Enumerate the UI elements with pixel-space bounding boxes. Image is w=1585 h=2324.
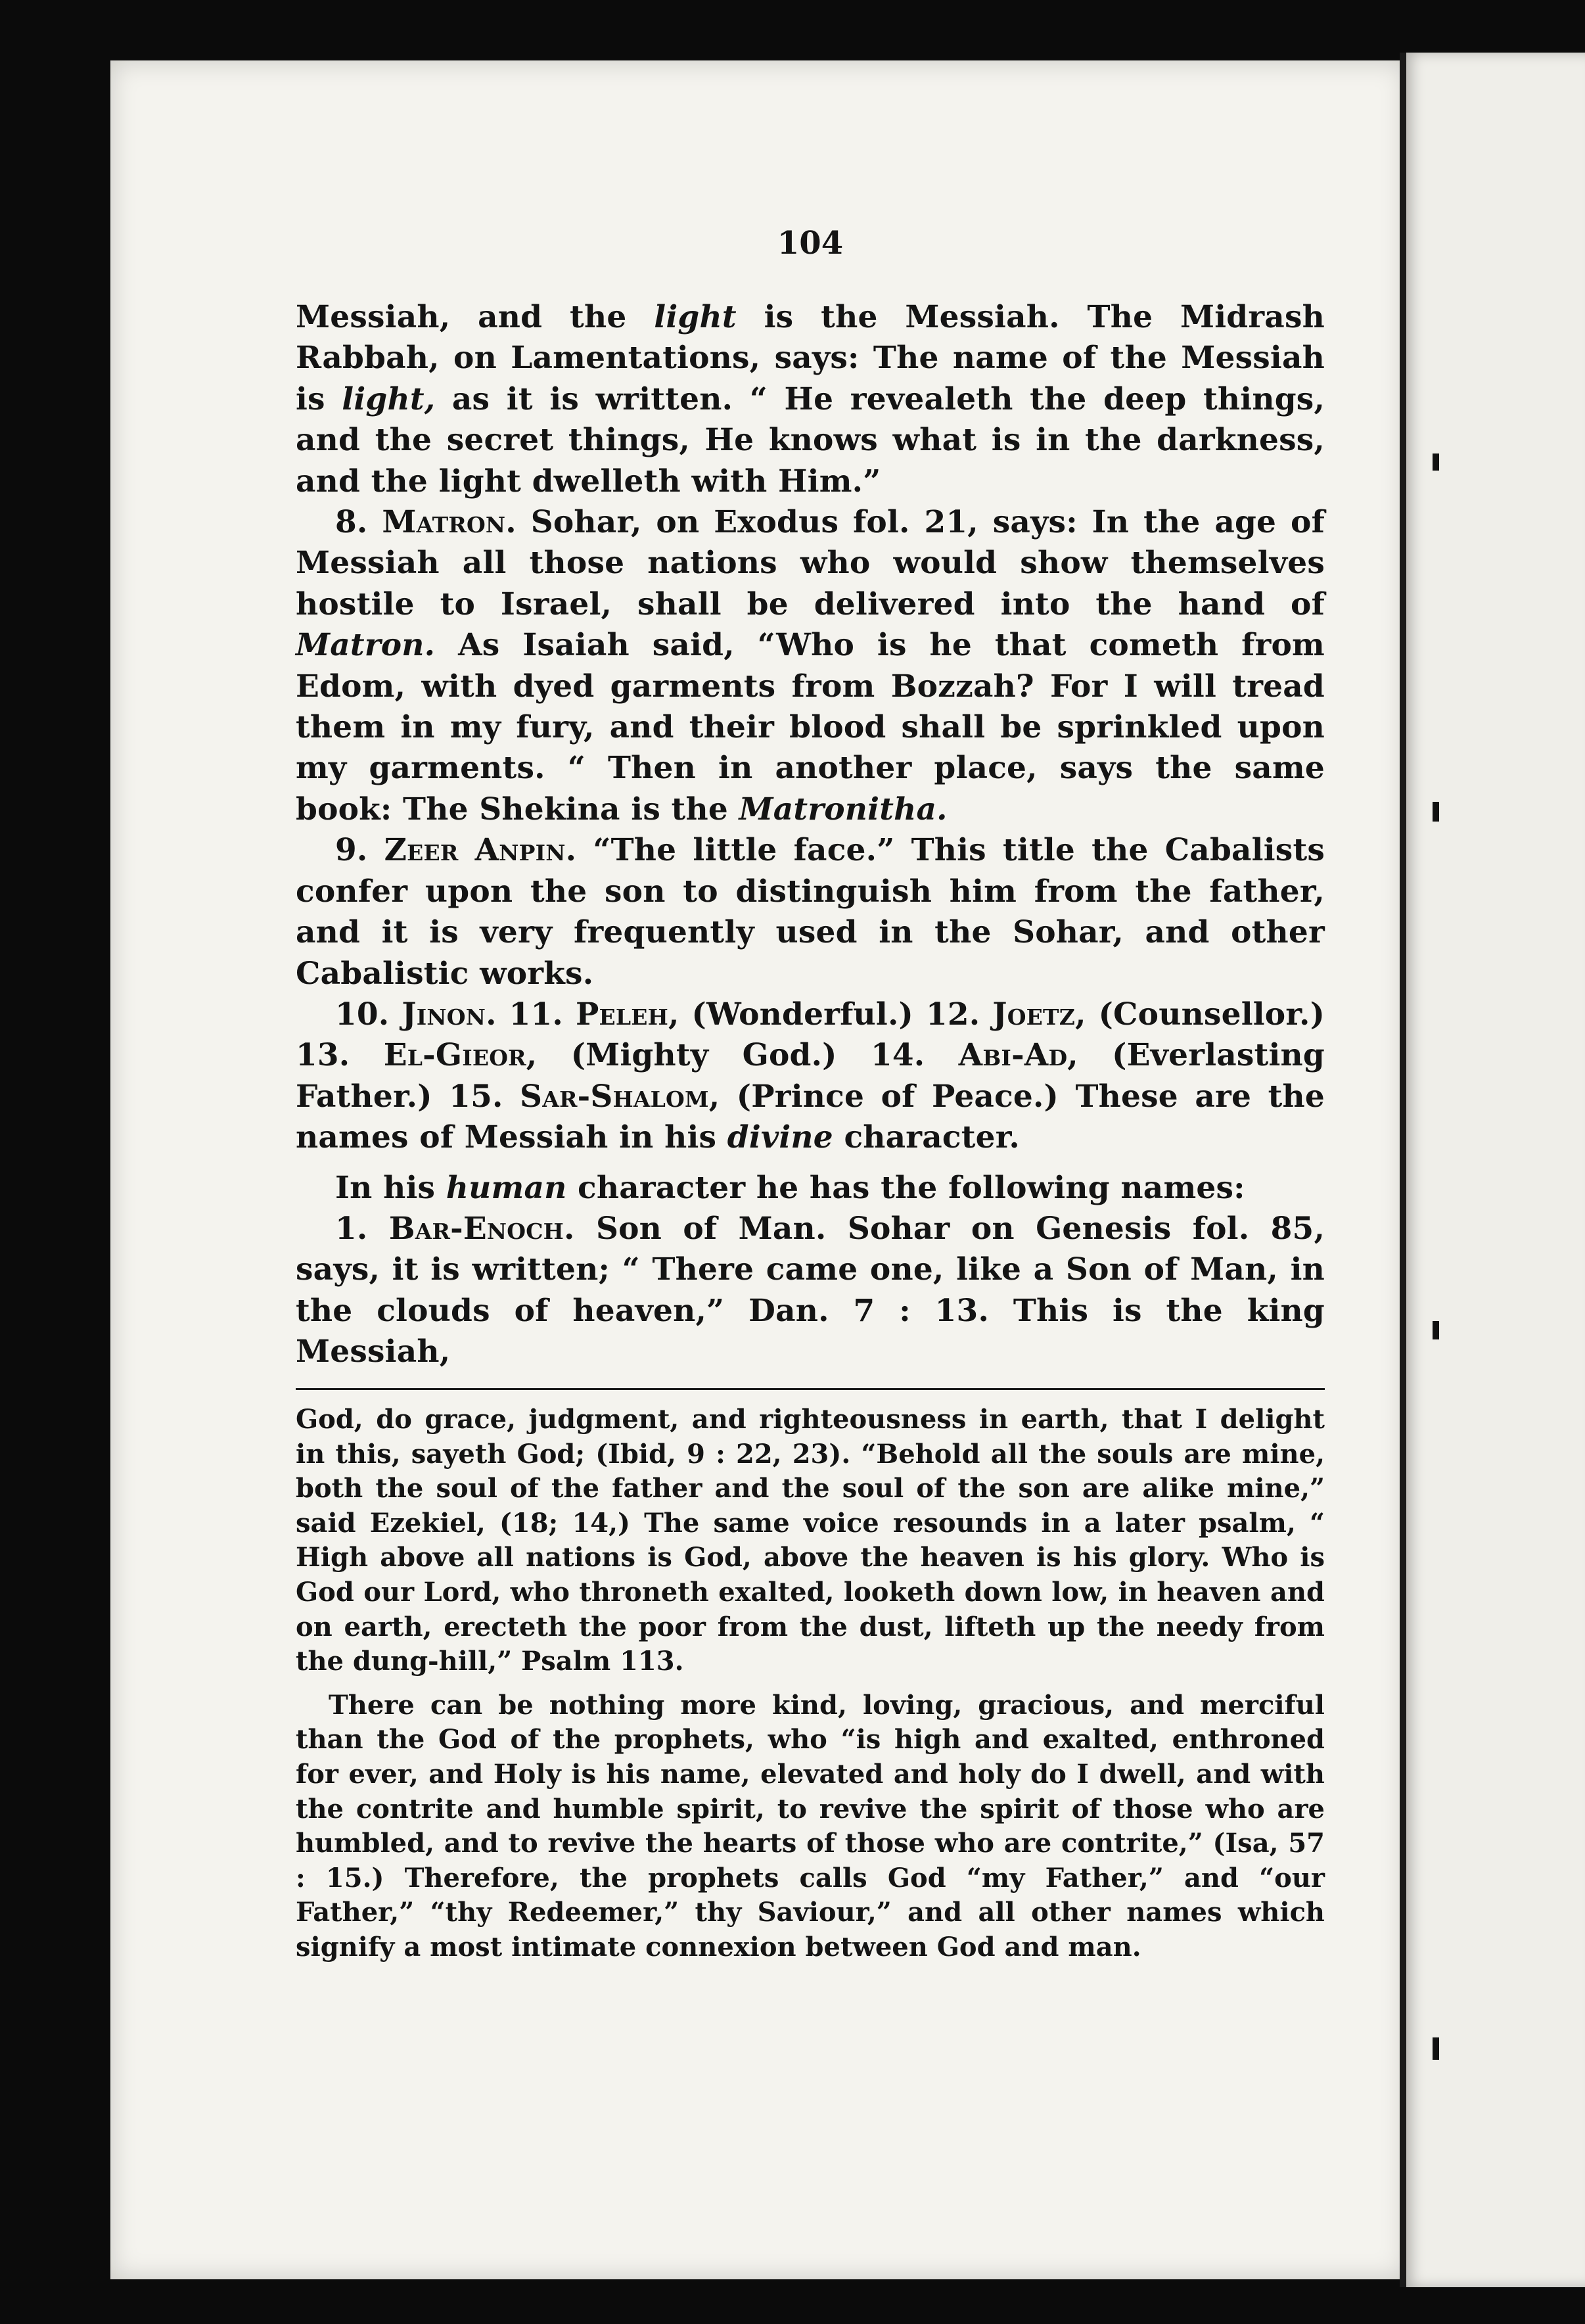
entry-title: Abi-Ad, [958, 1037, 1078, 1074]
paragraph-p5 [296, 1168, 1325, 1209]
entry-title: Sar-Shalom, [520, 1078, 720, 1115]
text-run: (Prince of Peace.) These are the names of Messiah in his [296, 1078, 1325, 1156]
footnote-n2: There can be nothing more kind, loving, gracious, and merciful than the God of the prophets, who “is high and exalted, enthroned for ever, and Holy is his name, elevated and holy do I dwell, and with the contrite and humble spirit, to revive the spirit of those who are humbled, and to revive the hearts of those who are contrite,” (Isa, 57 : 15.) Therefore, the prophets calls God “my Father,” and “our Father,” “thy Redeemer,” thy Saviour,” and all other names which signify a most intimate connexion between God and man. [296, 1689, 1325, 1963]
text-run: (Wonderful.) 12. [679, 996, 993, 1033]
text-run: (Counsellor.) 13. [296, 996, 1325, 1074]
text-run: 1. [335, 1210, 389, 1247]
italic-text: Matronitha. [739, 791, 948, 827]
italic-text: human [446, 1169, 567, 1206]
paragraph-p4 [296, 994, 1325, 1159]
footnote-rule [296, 1388, 1325, 1390]
page-number: 104 [777, 225, 844, 262]
text-run: character he has the following names: [566, 1169, 1245, 1206]
page-edge-mark [1433, 453, 1439, 471]
paragraph-p1 [296, 297, 1325, 502]
text-run: is the Messiah. The Midrash Rabbah, on Lamentations, says: The name of the Messiah is [296, 299, 1325, 417]
footnote-n1: God, do grace, judgment, and righteousness in earth, that I delight in this, sayeth God; (Ibid, 9 : 22, 23). “Behold all the souls are mine, both the soul of the father and the soul of the son are alike mine,” said Ezekiel, (18; 14,) The same voice resounds in a later psalm, “ High above all nations is God, above the heaven is his glory. Who is God our Lord, who throneth exalted, looketh down low, in heaven and on earth, erecteth the poor from the dust, lifteth up the needy from the dung-hill,” Psalm 113. [296, 1404, 1325, 1677]
page-edge-mark [1433, 1321, 1439, 1339]
entry-title: Jinon. [402, 996, 497, 1033]
text-run: 11. [496, 996, 576, 1033]
text-run: Son of Man. Sohar on Genesis fol. 85, says, it is written; “ There came one, like a Son of Man, in the clouds of heaven,” Dan. 7 : 13. This is the king Messiah, [296, 1210, 1325, 1370]
italic-text: light, [342, 381, 436, 417]
right-page-edge [1400, 53, 1585, 2287]
text-run: As Isaiah said, “Who is he that cometh from Edom, with dyed garments from Bozzah? For I will tread them in my fury, and their blood shall be sprinkled upon my garments. “ Then in another place, says the same book: The Shekina is the [296, 627, 1325, 827]
text-run: 9. [335, 832, 384, 869]
text-run: as it is written. “ He revealeth the deep things, and the secret things, He knows what is in the darkness, and the light dwelleth with Him.” [296, 381, 1325, 500]
paragraph-p6 [296, 1209, 1325, 1373]
text-run: (Mighty God.) 14. [537, 1037, 959, 1074]
entry-title: Joetz, [992, 996, 1086, 1033]
text-run: character. [833, 1119, 1020, 1156]
paragraph-p3 [296, 830, 1325, 994]
italic-text: Matron. [296, 627, 436, 664]
entry-title: Matron. [382, 504, 517, 541]
entry-title: Bar-Enoch. [388, 1210, 575, 1247]
page-edge-mark [1433, 2037, 1439, 2060]
italic-text: light [654, 299, 737, 335]
text-run: “The little face.” This title the Cabalists confer upon the son to distinguish him from the father, and it is very frequently used in the Sohar, and other Cabalistic works. [296, 832, 1325, 992]
text-run: (Everlasting Father.) 15. [296, 1037, 1325, 1115]
paragraph-p2 [296, 502, 1325, 830]
text-run: 10. [335, 996, 402, 1033]
text-run: Messiah, and the [296, 299, 655, 335]
text-run: Sohar, on Exodus fol. 21, says: In the age of Messiah all those nations who would show themselves hostile to Israel, shall be delivered into the hand of [296, 504, 1325, 622]
footnote-text [296, 1403, 1325, 1965]
text-run: In his [335, 1169, 446, 1206]
italic-text: divine [727, 1119, 833, 1156]
entry-title: Peleh, [575, 996, 679, 1033]
main-text [296, 297, 1325, 1373]
left-page [110, 60, 1406, 2279]
page-edge-mark [1433, 802, 1439, 822]
entry-title: Zeer Anpin. [384, 832, 577, 869]
entry-title: El-Gieor, [383, 1037, 538, 1074]
text-run: 8. [335, 504, 382, 541]
